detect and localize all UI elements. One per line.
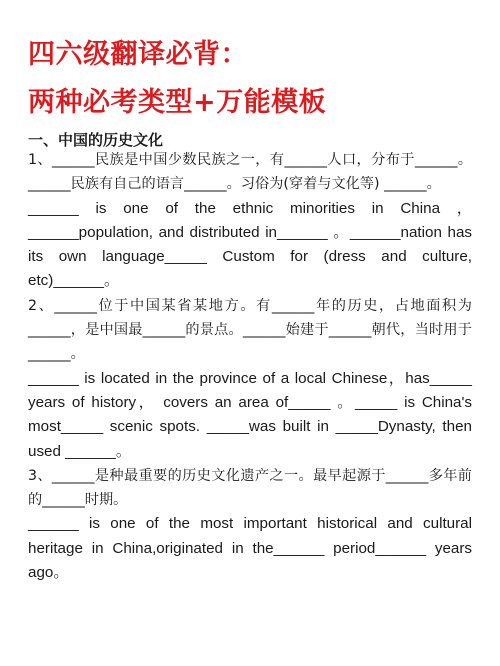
section-heading: 一、中国的历史文化 [28,131,164,149]
item-3-english: ______ is one of the most important historical and cultural heritage in China,originated in the______ period______ years ago。 [28,515,472,582]
item-1-chinese: 1、______民族是中国少数民族之一，有______人口，分布于______。______民族有自己的语言______。习俗为(穿着与文化等) ______。 [28,152,472,193]
item-3-chinese: 3、______是种最重要的历史文化遗产之一。最早起源于______多年前的______时期。 [28,467,472,509]
item-1-english: ______ is one of the ethnic minorities in China ，______population, and distributed in______ 。______nation has its own language_____ Custom for (dress and culture, etc)______。 [28,199,472,290]
item-2-english: ______ is located in the province of a local Chinese，has_____ years of history， covers an area of_____ 。_____ is China's most_____ scenic spots. _____was built in _____Dynasty, then used ______。 [28,369,472,460]
item-2-chinese: 2、______位于中国某省某地方。有______年的历史，占地面积为______，是中国最______的景点。______始建于______朝代，当时用于______。 [28,297,472,363]
title-line-2: 两种必考类型+万能模板 [28,87,327,118]
template-list [28,148,472,585]
title-line-1: 四六级翻译必背： [28,39,248,70]
